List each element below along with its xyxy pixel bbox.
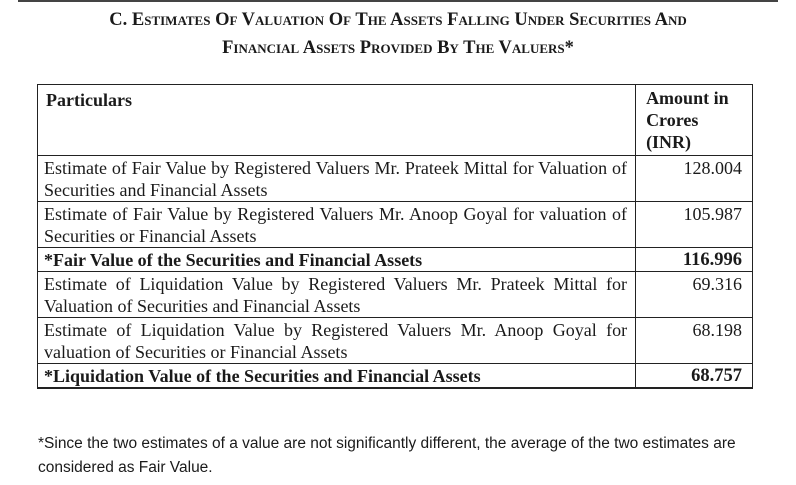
row-amount: 69.316: [636, 272, 753, 318]
table-row: [38, 318, 753, 364]
row-particular: *Fair Value of the Securities and Financial Assets: [38, 248, 636, 272]
amount-header: Amount in Crores (INR): [636, 85, 753, 156]
row-particular: Estimate of Liquidation Value by Registered Valuers Mr. Prateek Mittal for Valuation of Securities and Financial Assets: [38, 272, 636, 318]
table-row: [38, 156, 753, 202]
valuation-table: [37, 84, 753, 389]
heading-line-1: C. Estimates Of Valuation Of The Assets Falling Under Securities And: [109, 10, 687, 30]
row-amount: 116.996: [636, 248, 753, 272]
liquidation-value-total-row: [38, 364, 753, 389]
row-amount: 128.004: [636, 156, 753, 202]
row-amount: 68.198: [636, 318, 753, 364]
section-heading: [0, 6, 796, 62]
top-rule: [18, 0, 778, 2]
row-amount: 68.757: [636, 364, 753, 389]
row-particular: Estimate of Liquidation Value by Registered Valuers Mr. Anoop Goyal for valuation of Securities or Financial Assets: [38, 318, 636, 364]
fair-value-total-row: [38, 248, 753, 272]
table-row: [38, 202, 753, 248]
heading-line-2: Financial Assets Provided By The Valuers*: [222, 38, 574, 58]
row-particular: Estimate of Fair Value by Registered Valuers Mr. Anoop Goyal for valuation of Securities or Financial Assets: [38, 202, 636, 248]
table-header-row: [38, 85, 753, 156]
table-row: [38, 272, 753, 318]
row-particular: Estimate of Fair Value by Registered Valuers Mr. Prateek Mittal for Valuation of Securities and Financial Assets: [38, 156, 636, 202]
row-particular: *Liquidation Value of the Securities and Financial Assets: [38, 364, 636, 389]
row-amount: 105.987: [636, 202, 753, 248]
particulars-header: Particulars: [38, 85, 636, 156]
footnote: *Since the two estimates of a value are not significantly different, the average of the two estimates are considered as Fair Value.: [38, 435, 736, 476]
